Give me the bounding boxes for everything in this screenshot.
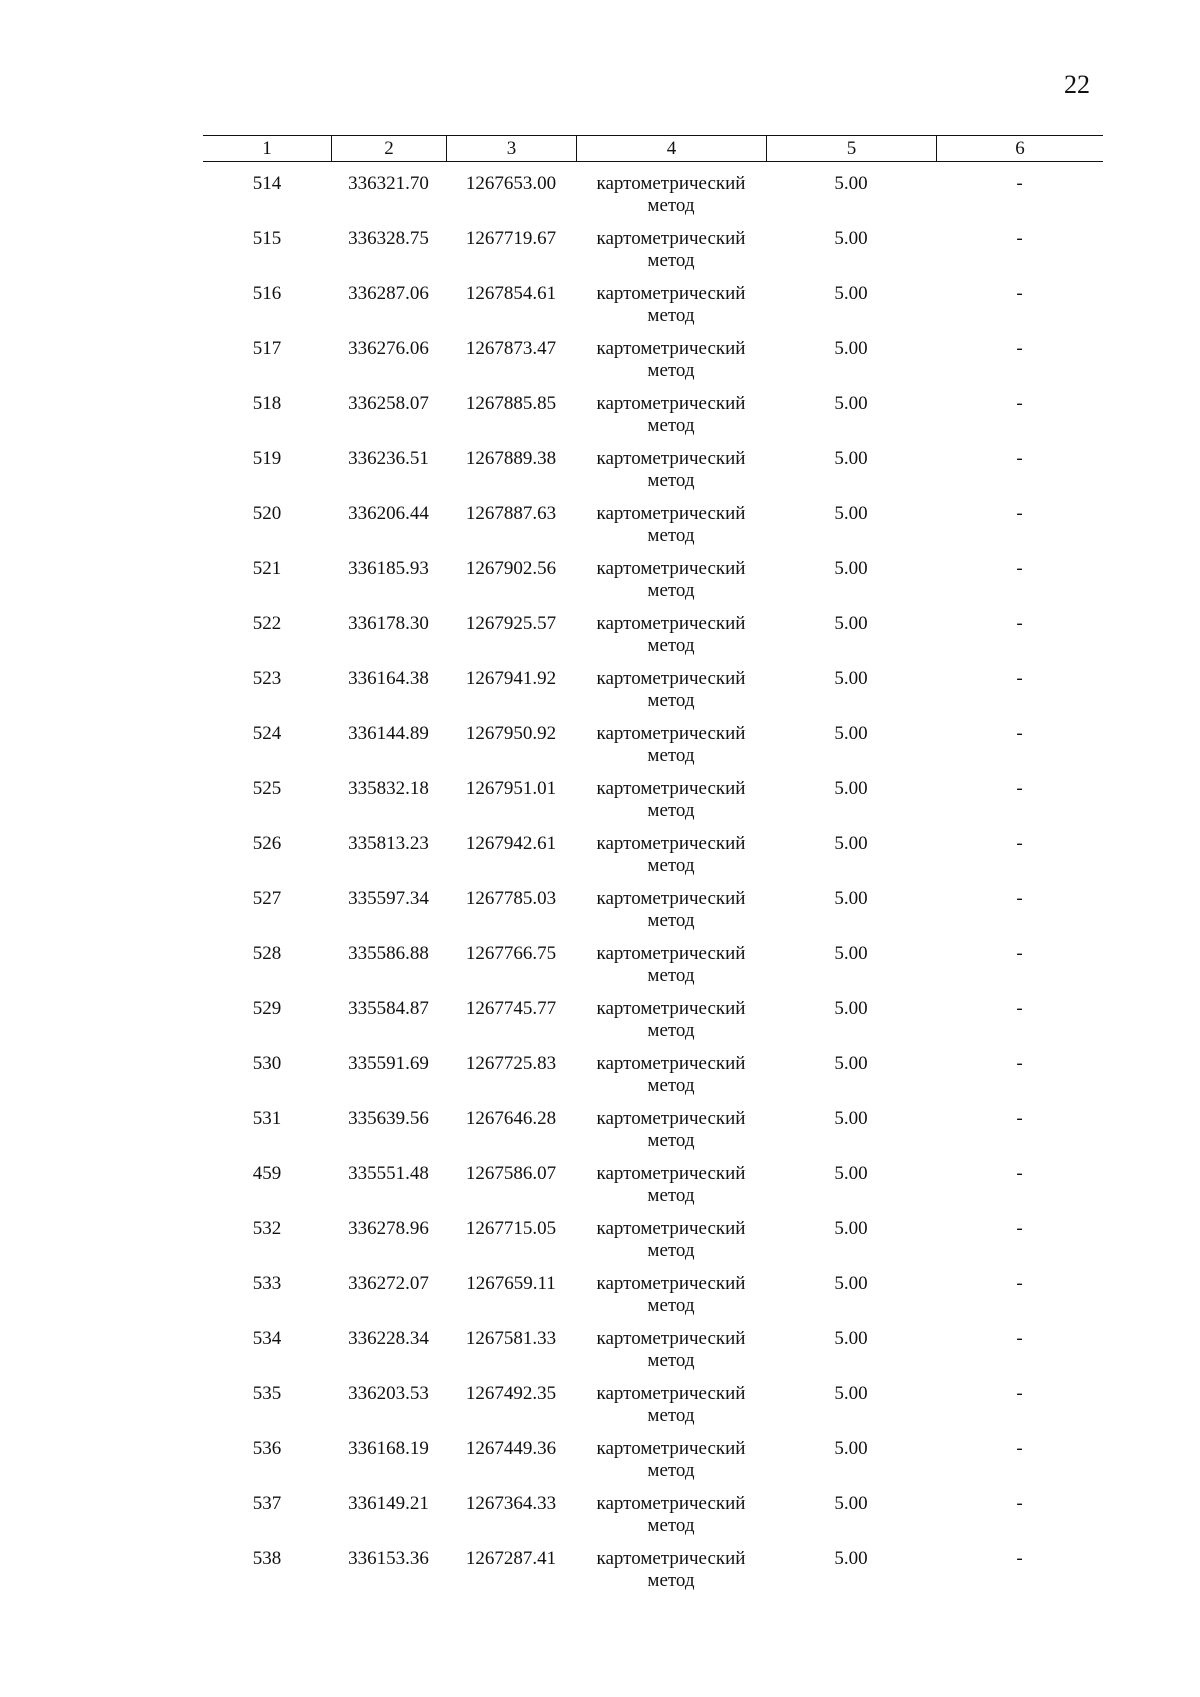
method-line2: метод	[647, 250, 695, 271]
note-value: -	[1016, 888, 1023, 909]
coord-y: 1267941.92	[465, 668, 557, 689]
accuracy-value: 5.00	[834, 613, 868, 634]
note-value: -	[1016, 1438, 1023, 1459]
table-row	[203, 1053, 1103, 1108]
note-value: -	[1016, 1383, 1023, 1404]
coord-x: 335584.87	[348, 998, 429, 1019]
table-row	[203, 1438, 1103, 1493]
method-line2: метод	[647, 1020, 695, 1041]
coord-y: 1267653.00	[465, 173, 557, 194]
point-number: 538	[252, 1548, 282, 1569]
note-value: -	[1016, 778, 1023, 799]
accuracy-value: 5.00	[834, 998, 868, 1019]
method-line2: метод	[647, 855, 695, 876]
coord-y: 1267885.85	[465, 393, 557, 414]
method-line1: картометрический	[596, 833, 746, 854]
coord-y: 1267950.92	[465, 723, 557, 744]
coord-y: 1267873.47	[465, 338, 557, 359]
point-number: 537	[252, 1493, 282, 1514]
accuracy-value: 5.00	[834, 1328, 868, 1349]
method-line1: картометрический	[596, 283, 746, 304]
point-number: 527	[252, 888, 282, 909]
table-row	[203, 1163, 1103, 1218]
table-row	[203, 1328, 1103, 1383]
coord-y: 1267287.41	[465, 1548, 557, 1569]
accuracy-value: 5.00	[834, 173, 868, 194]
note-value: -	[1016, 1108, 1023, 1129]
point-number: 459	[252, 1163, 282, 1184]
table-row	[203, 613, 1103, 668]
coord-y: 1267902.56	[465, 558, 557, 579]
note-value: -	[1016, 1548, 1023, 1569]
note-value: -	[1016, 1218, 1023, 1239]
coord-x: 335591.69	[348, 1053, 429, 1074]
method-line1: картометрический	[596, 613, 746, 634]
accuracy-value: 5.00	[834, 943, 868, 964]
method-line1: картометрический	[596, 1493, 746, 1514]
method-cell	[576, 1108, 766, 1152]
method-line2: метод	[647, 1240, 695, 1261]
method-line2: метод	[647, 1295, 695, 1316]
table-row	[203, 393, 1103, 448]
method-cell	[576, 1383, 766, 1427]
coord-y: 1267492.35	[465, 1383, 557, 1404]
method-line2: метод	[647, 745, 695, 766]
method-line2: метод	[647, 1130, 695, 1151]
page-number: 22	[1064, 70, 1090, 99]
point-number: 531	[252, 1108, 282, 1129]
method-line2: метод	[647, 415, 695, 436]
accuracy-value: 5.00	[834, 888, 868, 909]
coord-x: 336178.30	[348, 613, 429, 634]
point-number: 536	[252, 1438, 282, 1459]
point-number: 535	[252, 1383, 282, 1404]
coord-y: 1267766.75	[465, 943, 557, 964]
coord-x: 336164.38	[348, 668, 429, 689]
accuracy-value: 5.00	[834, 283, 868, 304]
coord-x: 336144.89	[348, 723, 429, 744]
note-value: -	[1016, 833, 1023, 854]
method-line2: метод	[647, 525, 695, 546]
header-col-4: 4	[576, 136, 766, 161]
table-row	[203, 448, 1103, 503]
accuracy-value: 5.00	[834, 448, 868, 469]
coord-y: 1267659.11	[466, 1273, 556, 1294]
coord-y: 1267854.61	[465, 283, 557, 304]
method-line1: картометрический	[596, 1108, 746, 1129]
coord-y: 1267719.67	[465, 228, 557, 249]
method-cell	[576, 613, 766, 657]
coord-y: 1267715.05	[465, 1218, 557, 1239]
point-number: 515	[252, 228, 282, 249]
point-number: 526	[252, 833, 282, 854]
coord-x: 336168.19	[348, 1438, 429, 1459]
coord-y: 1267951.01	[465, 778, 557, 799]
coord-y: 1267925.57	[465, 613, 557, 634]
table-body	[203, 173, 1103, 1603]
method-cell	[576, 833, 766, 877]
accuracy-value: 5.00	[834, 1493, 868, 1514]
method-line1: картометрический	[596, 393, 746, 414]
method-line1: картометрический	[596, 1548, 746, 1569]
accuracy-value: 5.00	[834, 778, 868, 799]
point-number: 528	[252, 943, 282, 964]
note-value: -	[1016, 283, 1023, 304]
point-number: 524	[252, 723, 282, 744]
method-line1: картометрический	[596, 1163, 746, 1184]
coord-x: 336258.07	[348, 393, 429, 414]
accuracy-value: 5.00	[834, 668, 868, 689]
method-cell	[576, 393, 766, 437]
method-line2: метод	[647, 580, 695, 601]
point-number: 533	[252, 1273, 282, 1294]
header-col-3: 3	[446, 136, 576, 161]
method-cell	[576, 558, 766, 602]
method-cell	[576, 448, 766, 492]
coord-x: 335639.56	[348, 1108, 429, 1129]
method-line1: картометрический	[596, 1383, 746, 1404]
accuracy-value: 5.00	[834, 723, 868, 744]
method-line1: картометрический	[596, 888, 746, 909]
method-line2: метод	[647, 470, 695, 491]
coord-x: 335813.23	[348, 833, 429, 854]
table-row	[203, 503, 1103, 558]
point-number: 523	[252, 668, 282, 689]
method-line1: картометрический	[596, 1273, 746, 1294]
accuracy-value: 5.00	[834, 1108, 868, 1129]
accuracy-value: 5.00	[834, 1438, 868, 1459]
coord-x: 336228.34	[348, 1328, 429, 1349]
header-col-1: 1	[262, 138, 272, 159]
method-line2: метод	[647, 1570, 695, 1591]
method-line1: картометрический	[596, 998, 746, 1019]
method-line1: картометрический	[596, 943, 746, 964]
method-cell	[576, 1053, 766, 1097]
method-line1: картометрический	[596, 668, 746, 689]
method-line1: картометрический	[596, 723, 746, 744]
method-cell	[576, 943, 766, 987]
note-value: -	[1016, 393, 1023, 414]
table-row	[203, 943, 1103, 998]
point-number: 534	[252, 1328, 282, 1349]
method-line1: картометрический	[596, 228, 746, 249]
method-cell	[576, 338, 766, 382]
accuracy-value: 5.00	[834, 228, 868, 249]
table-row	[203, 833, 1103, 888]
accuracy-value: 5.00	[834, 1053, 868, 1074]
coord-x: 336321.70	[348, 173, 429, 194]
note-value: -	[1016, 503, 1023, 524]
note-value: -	[1016, 943, 1023, 964]
method-line1: картометрический	[596, 1328, 746, 1349]
accuracy-value: 5.00	[834, 393, 868, 414]
table-row	[203, 1108, 1103, 1163]
table-row	[203, 778, 1103, 833]
coord-x: 336287.06	[348, 283, 429, 304]
table-row	[203, 228, 1103, 283]
accuracy-value: 5.00	[834, 1273, 868, 1294]
accuracy-value: 5.00	[834, 1218, 868, 1239]
method-cell	[576, 1218, 766, 1262]
method-line1: картометрический	[596, 1438, 746, 1459]
accuracy-value: 5.00	[834, 1383, 868, 1404]
table-row	[203, 998, 1103, 1053]
point-number: 522	[252, 613, 282, 634]
table-row	[203, 283, 1103, 338]
point-number: 518	[252, 393, 282, 414]
method-line1: картометрический	[596, 503, 746, 524]
note-value: -	[1016, 228, 1023, 249]
point-number: 519	[252, 448, 282, 469]
accuracy-value: 5.00	[834, 338, 868, 359]
point-number: 516	[252, 283, 282, 304]
coord-x: 336153.36	[348, 1548, 429, 1569]
method-line2: метод	[647, 1075, 695, 1096]
coord-x: 335586.88	[348, 943, 429, 964]
coord-y: 1267889.38	[465, 448, 557, 469]
note-value: -	[1016, 338, 1023, 359]
coord-x: 336328.75	[348, 228, 429, 249]
method-cell	[576, 228, 766, 272]
note-value: -	[1016, 668, 1023, 689]
table-row	[203, 1218, 1103, 1273]
accuracy-value: 5.00	[834, 833, 868, 854]
method-line1: картометрический	[596, 448, 746, 469]
method-line2: метод	[647, 195, 695, 216]
method-cell	[576, 1548, 766, 1592]
note-value: -	[1016, 723, 1023, 744]
coord-y: 1267785.03	[465, 888, 557, 909]
method-cell	[576, 1273, 766, 1317]
method-line2: метод	[647, 1405, 695, 1426]
coord-x: 336206.44	[348, 503, 429, 524]
method-cell	[576, 503, 766, 547]
method-line2: метод	[647, 1185, 695, 1206]
point-number: 532	[252, 1218, 282, 1239]
method-line2: метод	[647, 690, 695, 711]
header-col-2: 2	[331, 136, 446, 161]
table-row	[203, 1383, 1103, 1438]
method-cell	[576, 283, 766, 327]
point-number: 517	[252, 338, 282, 359]
method-cell	[576, 778, 766, 822]
coord-x: 336203.53	[348, 1383, 429, 1404]
coord-y: 1267725.83	[465, 1053, 557, 1074]
method-line2: метод	[647, 305, 695, 326]
method-line2: метод	[647, 1460, 695, 1481]
method-line1: картометрический	[596, 558, 746, 579]
note-value: -	[1016, 1328, 1023, 1349]
note-value: -	[1016, 1053, 1023, 1074]
method-cell	[576, 1163, 766, 1207]
accuracy-value: 5.00	[834, 503, 868, 524]
method-cell	[576, 1493, 766, 1537]
table-row	[203, 888, 1103, 943]
method-line1: картометрический	[596, 1218, 746, 1239]
table-row	[203, 558, 1103, 613]
method-line2: метод	[647, 360, 695, 381]
table-row	[203, 338, 1103, 393]
method-line2: метод	[647, 635, 695, 656]
point-number: 525	[252, 778, 282, 799]
coord-x: 336272.07	[348, 1273, 429, 1294]
coord-x: 335597.34	[348, 888, 429, 909]
note-value: -	[1016, 1273, 1023, 1294]
point-number: 530	[252, 1053, 282, 1074]
table-row	[203, 173, 1103, 228]
table-row	[203, 723, 1103, 778]
method-line2: метод	[647, 965, 695, 986]
coord-x: 336278.96	[348, 1218, 429, 1239]
coord-x: 336185.93	[348, 558, 429, 579]
note-value: -	[1016, 998, 1023, 1019]
method-line1: картометрический	[596, 338, 746, 359]
method-line2: метод	[647, 1515, 695, 1536]
coord-y: 1267646.28	[465, 1108, 557, 1129]
header-col-6: 6	[936, 136, 1103, 161]
note-value: -	[1016, 448, 1023, 469]
coord-y: 1267745.77	[465, 998, 557, 1019]
table-header	[203, 135, 1103, 162]
table-row	[203, 1548, 1103, 1603]
note-value: -	[1016, 558, 1023, 579]
point-number: 521	[252, 558, 282, 579]
table-row	[203, 1273, 1103, 1328]
table-row	[203, 668, 1103, 723]
coord-x: 336149.21	[348, 1493, 429, 1514]
note-value: -	[1016, 1163, 1023, 1184]
coord-y: 1267887.63	[465, 503, 557, 524]
method-cell	[576, 173, 766, 217]
accuracy-value: 5.00	[834, 1163, 868, 1184]
coord-x: 336236.51	[348, 448, 429, 469]
table-row	[203, 1493, 1103, 1548]
method-line2: метод	[647, 910, 695, 931]
method-cell	[576, 998, 766, 1042]
method-line1: картометрический	[596, 778, 746, 799]
point-number: 514	[252, 173, 282, 194]
coord-y: 1267449.36	[465, 1438, 557, 1459]
method-line2: метод	[647, 800, 695, 821]
coord-x: 335832.18	[348, 778, 429, 799]
point-number: 520	[252, 503, 282, 524]
note-value: -	[1016, 1493, 1023, 1514]
coord-y: 1267586.07	[465, 1163, 557, 1184]
method-cell	[576, 668, 766, 712]
method-cell	[576, 888, 766, 932]
method-line1: картометрический	[596, 1053, 746, 1074]
coord-x: 335551.48	[348, 1163, 429, 1184]
method-line2: метод	[647, 1350, 695, 1371]
coord-y: 1267364.33	[465, 1493, 557, 1514]
method-line1: картометрический	[596, 173, 746, 194]
coord-y: 1267581.33	[465, 1328, 557, 1349]
accuracy-value: 5.00	[834, 1548, 868, 1569]
point-number: 529	[252, 998, 282, 1019]
note-value: -	[1016, 173, 1023, 194]
accuracy-value: 5.00	[834, 558, 868, 579]
header-col-5: 5	[766, 136, 936, 161]
note-value: -	[1016, 613, 1023, 634]
coord-x: 336276.06	[348, 338, 429, 359]
method-cell	[576, 723, 766, 767]
method-cell	[576, 1328, 766, 1372]
coord-y: 1267942.61	[465, 833, 557, 854]
method-cell	[576, 1438, 766, 1482]
